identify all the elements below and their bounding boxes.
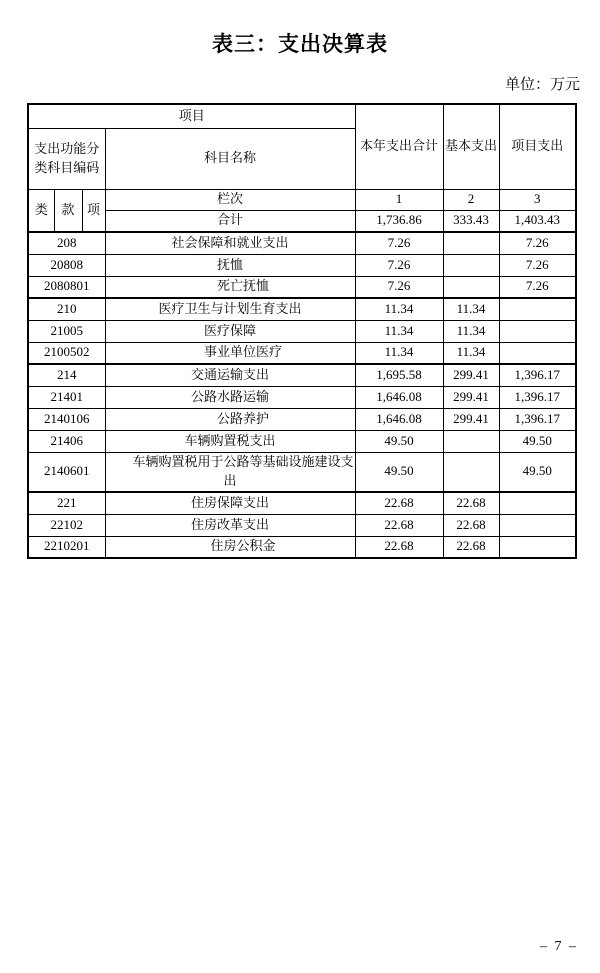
table-row: [28, 364, 576, 386]
row-basic-cell: 22.68: [443, 536, 499, 558]
row-code-cell: 2080801: [28, 276, 105, 298]
col-header-project-expenditure: 项目支出: [499, 104, 576, 189]
table-row: [28, 514, 576, 536]
table-row: [28, 386, 576, 408]
table-row: [28, 298, 576, 320]
row-code-cell: 20808: [28, 254, 105, 276]
row-subject-name-cell: 事业单位医疗: [105, 342, 355, 364]
page-number: – 7 –: [540, 939, 578, 954]
total-year-value: 1,736.86: [355, 210, 443, 232]
row-basic-cell: 299.41: [443, 364, 499, 386]
row-year-total-cell: 11.34: [355, 298, 443, 320]
row-code-cell: 2140601: [28, 452, 105, 492]
col-header-basic-expenditure: 基本支出: [443, 104, 499, 189]
table-row: [28, 342, 576, 364]
row-year-total-cell: 7.26: [355, 254, 443, 276]
header-row-total: [28, 210, 576, 232]
row-project-cell: 1,396.17: [499, 408, 576, 430]
row-basic-cell: 22.68: [443, 514, 499, 536]
row-basic-cell: [443, 452, 499, 492]
col-header-item: 项: [82, 189, 105, 232]
row-project-cell: 1,396.17: [499, 386, 576, 408]
row-year-total-cell: 7.26: [355, 232, 443, 254]
row-year-total-cell: 22.68: [355, 514, 443, 536]
row-year-total-cell: 1,646.08: [355, 408, 443, 430]
row-subject-name-cell: 医疗卫生与计划生育支出: [105, 298, 355, 320]
row-project-cell: 49.50: [499, 430, 576, 452]
table-header: [28, 104, 576, 232]
rank-col-1: 1: [355, 189, 443, 210]
row-project-cell: 7.26: [499, 254, 576, 276]
row-project-cell: [499, 320, 576, 342]
row-code-cell: 2140106: [28, 408, 105, 430]
total-project-value: 1,403.43: [499, 210, 576, 232]
row-basic-cell: 299.41: [443, 408, 499, 430]
row-subject-name-cell: 车辆购置税支出: [105, 430, 355, 452]
row-code-cell: 21401: [28, 386, 105, 408]
row-subject-name-cell: 医疗保障: [105, 320, 355, 342]
row-subject-name-cell: 住房改革支出: [105, 514, 355, 536]
row-project-cell: 1,396.17: [499, 364, 576, 386]
unit-label: 单位：万元: [504, 77, 580, 93]
row-basic-cell: 22.68: [443, 492, 499, 514]
row-year-total-cell: 22.68: [355, 536, 443, 558]
table-row: [28, 430, 576, 452]
row-code-cell: 208: [28, 232, 105, 254]
table-row: [28, 232, 576, 254]
row-year-total-cell: 1,695.58: [355, 364, 443, 386]
row-project-cell: 7.26: [499, 232, 576, 254]
expenditure-table: [27, 103, 577, 559]
total-label: 合计: [105, 210, 355, 232]
table-row: [28, 536, 576, 558]
row-project-cell: [499, 536, 576, 558]
col-header-class: 类: [28, 189, 54, 232]
rank-col-3: 3: [499, 189, 576, 210]
row-project-cell: [499, 298, 576, 320]
row-subject-name-cell: 公路养护: [105, 408, 355, 430]
row-subject-name-cell: 公路水路运输: [105, 386, 355, 408]
table-row: [28, 320, 576, 342]
row-year-total-cell: 11.34: [355, 320, 443, 342]
row-basic-cell: 11.34: [443, 298, 499, 320]
row-subject-name-cell: 抚恤: [105, 254, 355, 276]
row-code-cell: 22102: [28, 514, 105, 536]
row-project-cell: [499, 342, 576, 364]
table-row: [28, 452, 576, 492]
table-row: [28, 492, 576, 514]
row-subject-name-cell: 车辆购置税用于公路等基础设施建设支出: [105, 452, 355, 492]
row-subject-name-cell: 社会保障和就业支出: [105, 232, 355, 254]
row-year-total-cell: 49.50: [355, 430, 443, 452]
row-basic-cell: [443, 232, 499, 254]
row-subject-name-cell: 住房公积金: [105, 536, 355, 558]
col-header-subject-name: 科目名称: [105, 128, 355, 189]
header-row-rank: [28, 189, 576, 210]
row-code-cell: 21406: [28, 430, 105, 452]
page-title: 表三：支出决算表: [212, 32, 388, 56]
row-year-total-cell: 7.26: [355, 276, 443, 298]
row-project-cell: [499, 492, 576, 514]
row-basic-cell: [443, 276, 499, 298]
row-code-cell: 2210201: [28, 536, 105, 558]
total-basic-value: 333.43: [443, 210, 499, 232]
header-row-project: [28, 104, 576, 128]
row-year-total-cell: 49.50: [355, 452, 443, 492]
row-year-total-cell: 22.68: [355, 492, 443, 514]
col-header-year-total: 本年支出合计: [355, 104, 443, 189]
table-body: [28, 232, 576, 558]
row-basic-cell: [443, 430, 499, 452]
row-code-cell: 214: [28, 364, 105, 386]
row-basic-cell: [443, 254, 499, 276]
col-header-section: 款: [54, 189, 82, 232]
row-project-cell: 7.26: [499, 276, 576, 298]
col-header-function-code: 支出功能分类科目编码: [28, 128, 105, 189]
row-basic-cell: 299.41: [443, 386, 499, 408]
row-code-cell: 221: [28, 492, 105, 514]
row-code-cell: 210: [28, 298, 105, 320]
table-row: [28, 254, 576, 276]
header-project-group: 项目: [28, 104, 355, 128]
row-subject-name-cell: 死亡抚恤: [105, 276, 355, 298]
row-subject-name-cell: 交通运输支出: [105, 364, 355, 386]
rank-label: 栏次: [105, 189, 355, 210]
row-subject-name-cell: 住房保障支出: [105, 492, 355, 514]
table-row: [28, 408, 576, 430]
rank-col-2: 2: [443, 189, 499, 210]
row-code-cell: 21005: [28, 320, 105, 342]
row-year-total-cell: 11.34: [355, 342, 443, 364]
row-project-cell: 49.50: [499, 452, 576, 492]
row-basic-cell: 11.34: [443, 320, 499, 342]
row-project-cell: [499, 514, 576, 536]
row-year-total-cell: 1,646.08: [355, 386, 443, 408]
table-row: [28, 276, 576, 298]
row-code-cell: 2100502: [28, 342, 105, 364]
row-basic-cell: 11.34: [443, 342, 499, 364]
